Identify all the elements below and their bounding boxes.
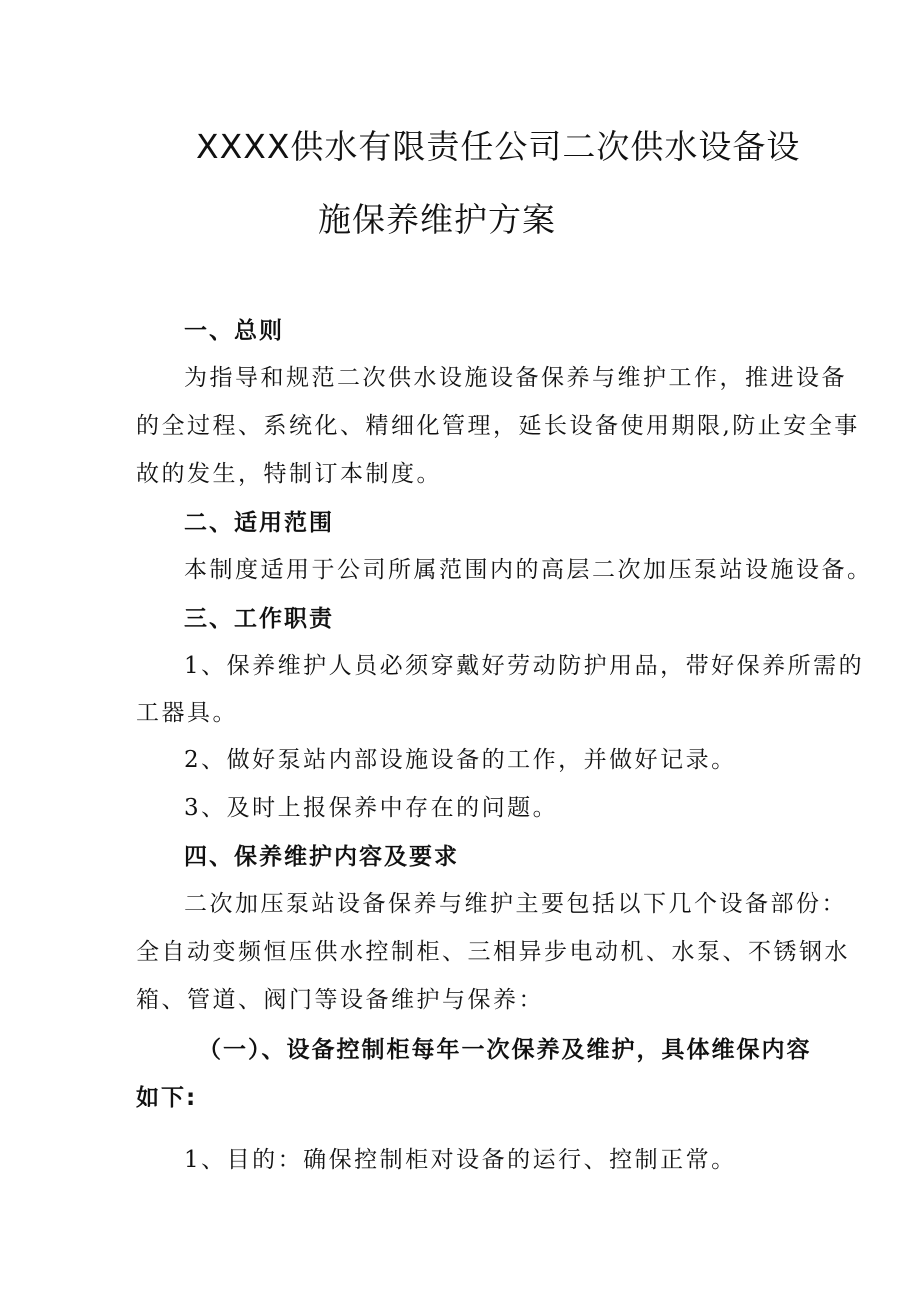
paragraph-line: 二次加压泵站设备保养与维护主要包括以下几个设备部份：	[184, 891, 847, 917]
list-item: 2、做好泵站内部设施设备的工作，并做好记录。	[184, 747, 737, 773]
list-item: 1、目的：确保控制柜对设备的运行、控制正常。	[184, 1147, 737, 1173]
section-heading-maintenance: 四、保养维护内容及要求	[184, 844, 459, 870]
section-heading-scope: 二、适用范围	[184, 510, 334, 536]
paragraph-line: 本制度适用于公司所属范围内的高层二次加压泵站设施设备。	[184, 557, 873, 583]
paragraph-line: 故的发生，特制订本制度。	[136, 461, 442, 487]
document-title-line-2: 施保养维护方案	[318, 200, 556, 239]
list-item-continuation: 工器具。	[136, 700, 238, 726]
list-item: 1、保养维护人员必须穿戴好劳动防护用品，带好保养所需的	[184, 653, 865, 679]
subsection-heading: （一）、设备控制柜每年一次保养及维护，具体维保内容	[198, 1037, 812, 1063]
paragraph-line: 全自动变频恒压供水控制柜、三相异步电动机、水泵、不锈钢水	[136, 939, 850, 965]
paragraph-line: 为指导和规范二次供水设施设备保养与维护工作，推进设备	[184, 365, 847, 391]
section-heading-general: 一、总则	[184, 318, 284, 344]
subsection-heading-continuation: 如下:	[136, 1085, 198, 1111]
document-title-line-1: XXXX供水有限责任公司二次供水设备设	[196, 127, 801, 166]
paragraph-line: 的全过程、系统化、精细化管理，延长设备使用期限,防止安全事	[136, 413, 860, 439]
list-item: 3、及时上报保养中存在的问题。	[184, 795, 559, 821]
section-heading-duties: 三、工作职责	[184, 606, 334, 632]
paragraph-line: 箱、管道、阀门等设备维护与保养：	[136, 987, 544, 1013]
